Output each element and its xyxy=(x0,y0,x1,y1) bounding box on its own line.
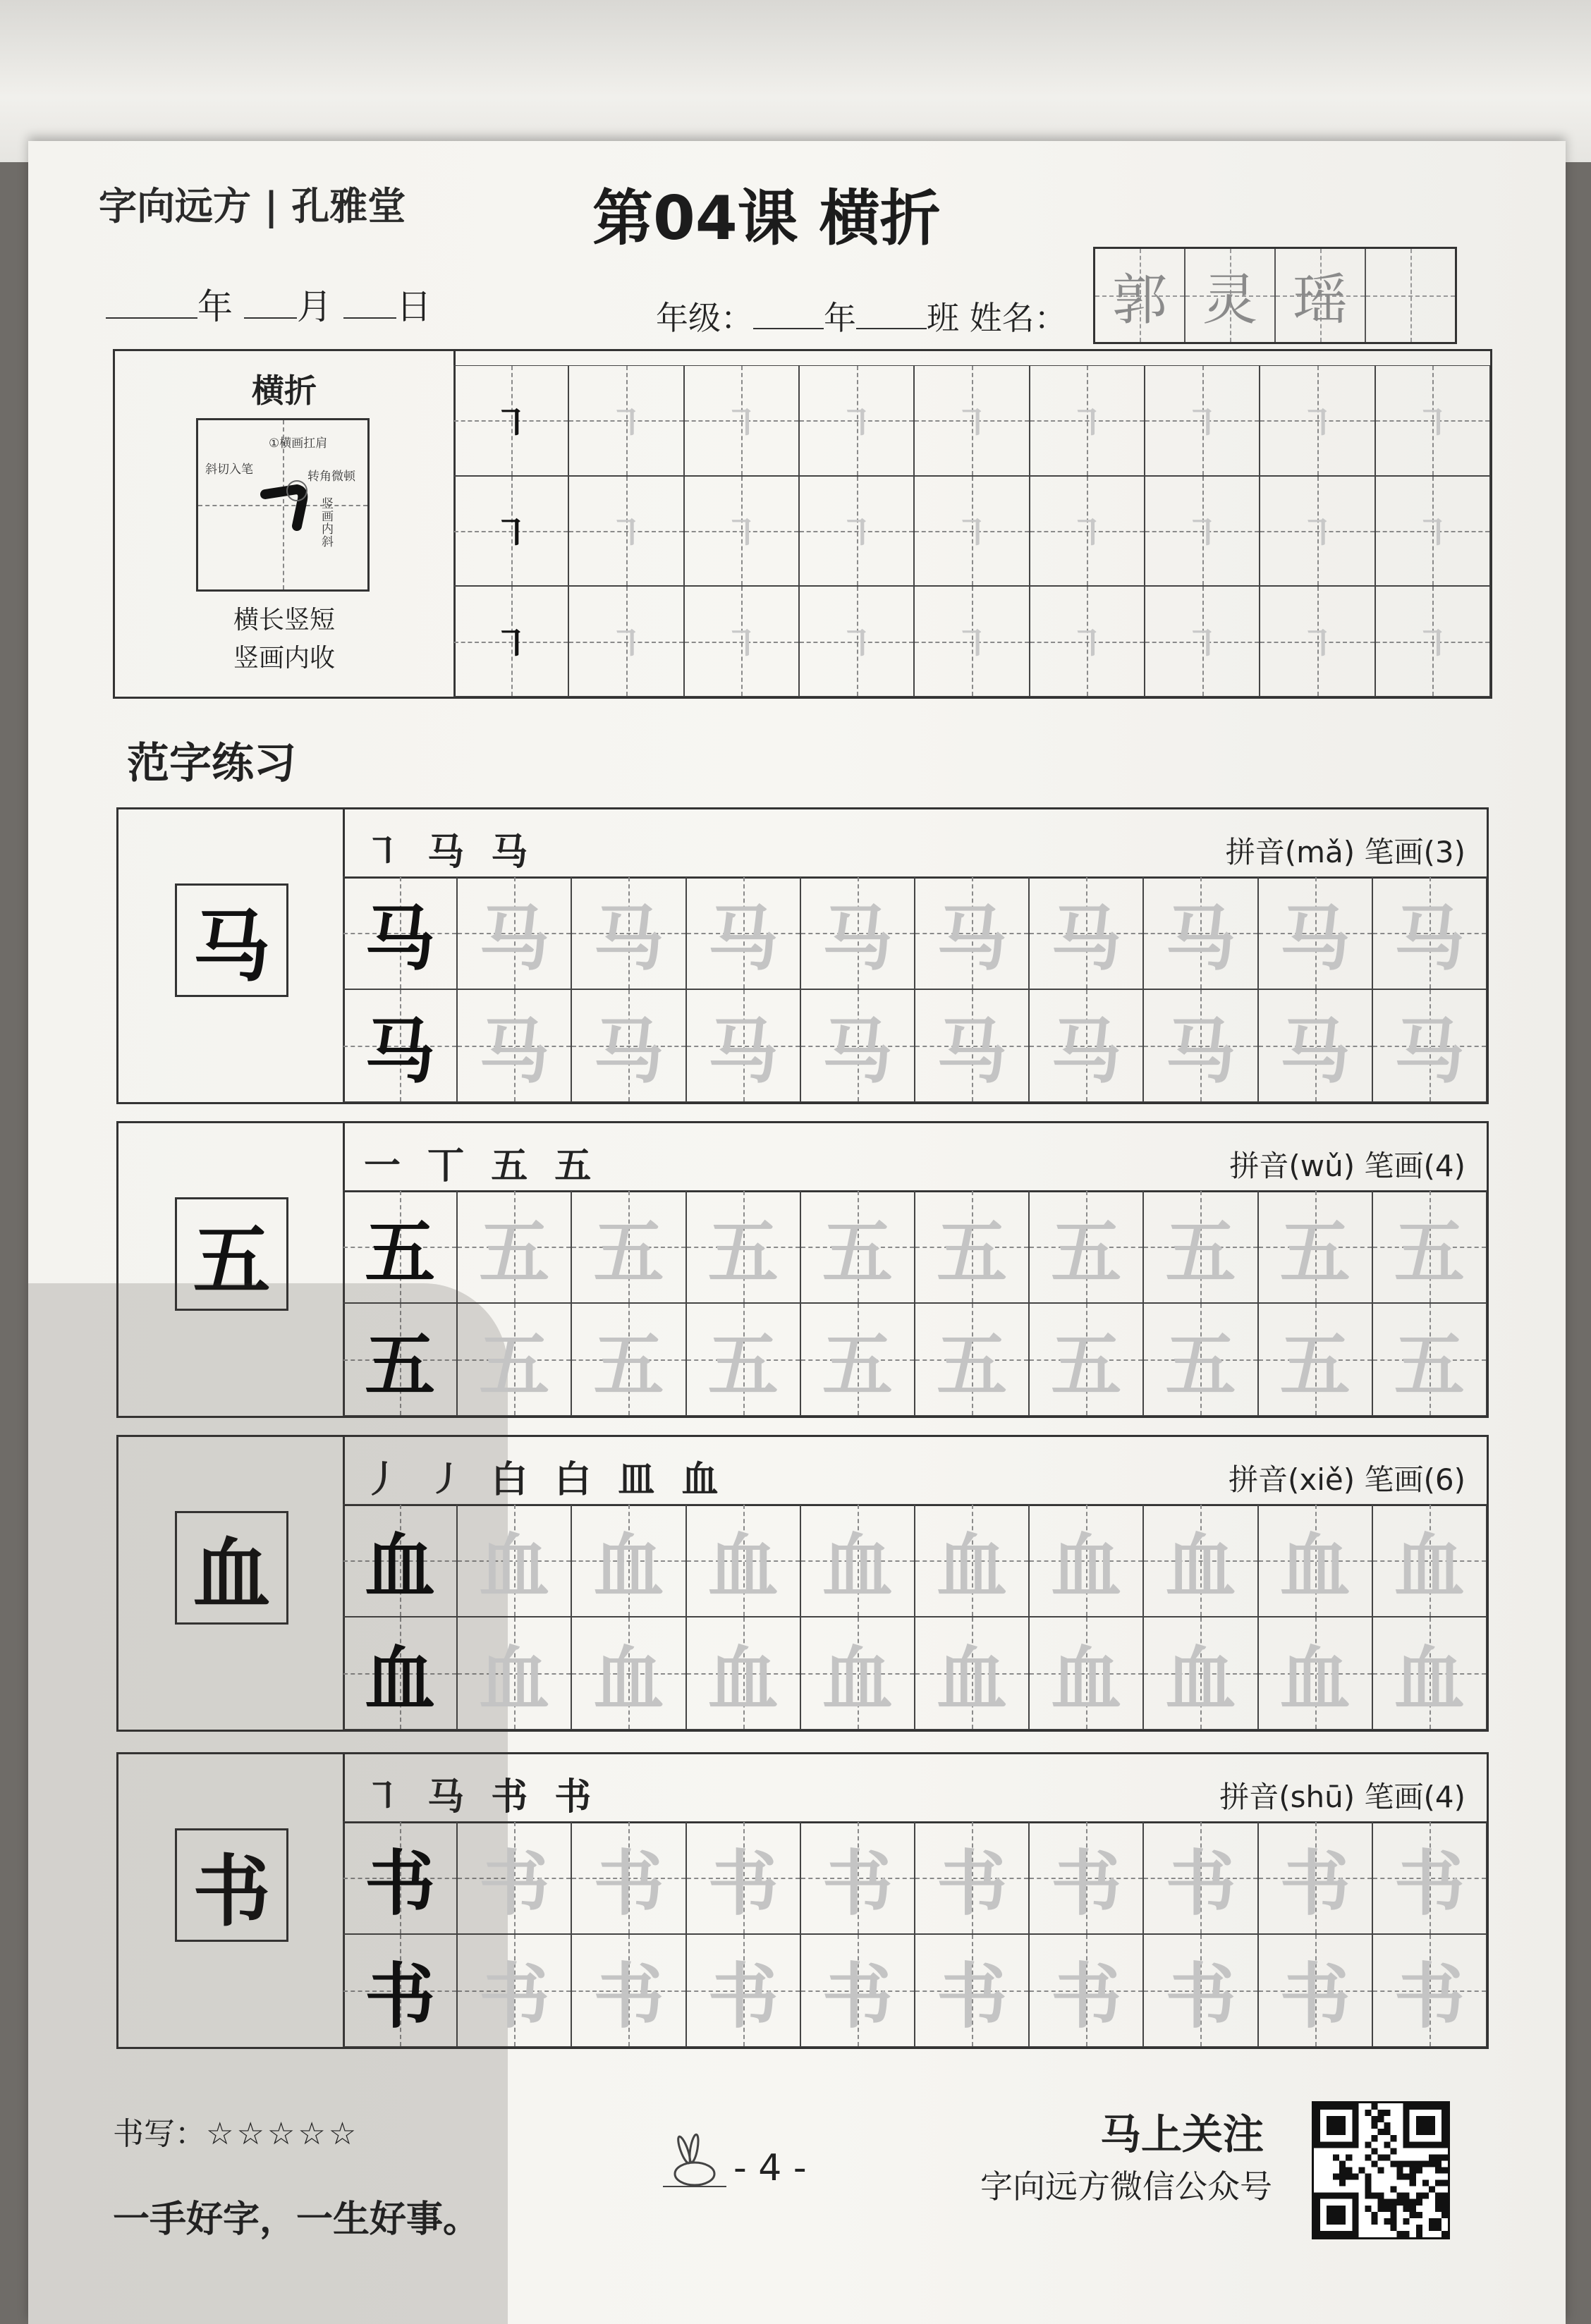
tracing-cell[interactable] xyxy=(1372,1617,1487,1730)
tracing-character: 马 xyxy=(593,897,664,980)
tracing-cell[interactable] xyxy=(1372,1821,1487,1934)
tracing-character: 马 xyxy=(1394,1010,1465,1093)
stroke-glyph: ㇕ xyxy=(1068,624,1106,667)
pinyin-strokes xyxy=(1219,1774,1465,1816)
tracing-cell[interactable] xyxy=(1143,1934,1257,2047)
pinyin-label: 拼音(mǎ) xyxy=(1225,835,1355,869)
stroke-practice-cell[interactable] xyxy=(1145,365,1260,476)
follow-title: 马上关注 xyxy=(1100,2110,1264,2158)
tracing-character: 血 xyxy=(937,1524,1008,1608)
stroke-glyph: ㇕ xyxy=(723,624,760,667)
stroke-practice-cell[interactable] xyxy=(1375,365,1490,476)
tracing-cell[interactable] xyxy=(800,1504,915,1617)
diagram-note: ①横画扛肩 xyxy=(269,436,328,451)
section-title: 范字练习 xyxy=(127,739,296,788)
stroke-practice-cell[interactable] xyxy=(1375,476,1490,587)
slogan: 一手好字，一生好事。 xyxy=(113,2198,480,2241)
example-cell xyxy=(343,989,457,1102)
stroke-glyph: ㇕ xyxy=(838,513,875,556)
tracing-character: 书 xyxy=(1165,1955,1236,2038)
stroke-practice-cell[interactable] xyxy=(1260,365,1374,476)
stroke-practice-cell[interactable] xyxy=(453,476,568,587)
character-info-row xyxy=(343,1123,1487,1192)
stroke-practice-cell[interactable] xyxy=(1030,476,1145,587)
tracing-character: 五 xyxy=(1165,1323,1236,1407)
tracing-cell[interactable] xyxy=(1258,1934,1372,2047)
tracing-cell[interactable] xyxy=(1029,1504,1143,1617)
name-cell: 灵 xyxy=(1185,249,1276,342)
model-character: 书 xyxy=(175,1828,288,1942)
tracing-character: 书 xyxy=(1279,1842,1351,1925)
tracing-character: 五 xyxy=(479,1211,550,1294)
tracing-cell[interactable] xyxy=(800,1934,915,2047)
tracing-character: 马 xyxy=(707,1010,779,1093)
name-cell: 瑶 xyxy=(1276,249,1366,342)
page-number: - 4 - xyxy=(733,2147,807,2189)
class-name-label: 班 姓名： xyxy=(927,299,1067,337)
month-label: 月 xyxy=(296,286,332,327)
stroke-practice-cell[interactable] xyxy=(568,365,683,476)
tracing-character: 血 xyxy=(1279,1637,1351,1720)
character-info-row xyxy=(343,1754,1487,1823)
grade-year-label: 年 xyxy=(824,299,856,337)
stroke-glyph: ㇕ xyxy=(838,624,875,667)
stroke-practice-cell[interactable] xyxy=(914,586,1029,697)
underlying-sheet xyxy=(0,0,1591,162)
tracing-character: 血 xyxy=(1165,1637,1236,1720)
tracing-character: 五 xyxy=(707,1323,779,1407)
diagram-note: 转角微顿 xyxy=(307,470,355,484)
tracing-cell[interactable] xyxy=(571,876,685,989)
stroke-practice-cell[interactable] xyxy=(684,365,799,476)
tracing-character: 五 xyxy=(707,1211,779,1294)
model-character-panel xyxy=(118,1123,345,1416)
stroke-glyph: ㇕ xyxy=(492,624,530,667)
tracing-character: 五 xyxy=(593,1323,664,1407)
character-practice-block xyxy=(116,1121,1489,1418)
strokes-label: 笔画(4) xyxy=(1364,1149,1465,1183)
stroke-glyph: ㇕ xyxy=(607,403,645,446)
tracing-cell[interactable] xyxy=(571,1617,685,1730)
tracing-cell[interactable] xyxy=(686,1821,800,1934)
stroke-practice-cell[interactable] xyxy=(799,586,914,697)
tracing-character: 书 xyxy=(1394,1842,1465,1925)
stroke-glyph: ㇕ xyxy=(492,403,530,446)
tracing-cell[interactable] xyxy=(1258,1504,1372,1617)
character-practice-block xyxy=(116,1435,1489,1732)
stroke-practice-cell[interactable] xyxy=(684,586,799,697)
tracing-character: 马 xyxy=(707,897,779,980)
tracing-character: 五 xyxy=(1051,1323,1122,1407)
stroke-glyph: ㇕ xyxy=(1414,624,1451,667)
tracing-cell[interactable] xyxy=(1029,1934,1143,2047)
stroke-glyph: ㇕ xyxy=(1183,403,1221,446)
tracing-cell[interactable] xyxy=(457,1934,571,2047)
character-info-row xyxy=(343,809,1487,879)
stroke-glyph: ㇕ xyxy=(1068,403,1106,446)
strokes-label: 笔画(4) xyxy=(1364,1780,1465,1814)
tracing-cell[interactable] xyxy=(1029,1821,1143,1934)
tracing-cell[interactable] xyxy=(686,1934,800,2047)
tracing-character: 血 xyxy=(479,1637,550,1720)
stroke-tips: 横长竖短 竖画内收 xyxy=(233,606,335,673)
model-character: 五 xyxy=(175,1197,288,1311)
stroke-practice-panel xyxy=(113,349,1492,699)
stroke-order: 丿 ㇓ 白 白 皿 血 xyxy=(364,1458,726,1501)
stroke-practice-cell[interactable] xyxy=(1375,586,1490,697)
tracing-grid xyxy=(343,1504,1487,1730)
stroke-glyph: ㇕ xyxy=(1414,513,1451,556)
tracing-character: 书 xyxy=(365,1842,436,1925)
tracing-character: 血 xyxy=(1051,1637,1122,1720)
tracing-character: 血 xyxy=(822,1637,893,1720)
tracing-character: 书 xyxy=(707,1842,779,1925)
tracing-character: 书 xyxy=(1051,1955,1122,2038)
example-cell xyxy=(343,1504,457,1617)
tracing-cell[interactable] xyxy=(571,1303,685,1416)
day-label: 日 xyxy=(396,286,432,327)
tracing-character: 书 xyxy=(937,1842,1008,1925)
tracing-cell[interactable] xyxy=(457,989,571,1102)
stroke-practice-cell[interactable] xyxy=(568,476,683,587)
tracing-character: 马 xyxy=(822,897,893,980)
model-character-panel xyxy=(118,1437,345,1730)
stroke-glyph: ㇕ xyxy=(838,403,875,446)
pinyin-label: 拼音(shū) xyxy=(1219,1780,1355,1814)
tracing-cell[interactable] xyxy=(686,1504,800,1617)
tracing-character: 血 xyxy=(593,1637,664,1720)
stroke-glyph: ㇕ xyxy=(607,513,645,556)
tracing-cell[interactable] xyxy=(571,989,685,1102)
tracing-character: 血 xyxy=(822,1524,893,1608)
stroke-name: 横折 xyxy=(252,372,317,410)
tracing-character: 书 xyxy=(479,1955,550,2038)
tracing-character: 血 xyxy=(937,1637,1008,1720)
tracing-cell[interactable] xyxy=(686,1190,800,1303)
model-character-panel xyxy=(118,809,345,1102)
tracing-cell[interactable] xyxy=(1372,876,1487,989)
tracing-character: 书 xyxy=(593,1842,664,1925)
rabbit-icon xyxy=(663,2133,726,2189)
stroke-practice-cell[interactable] xyxy=(568,586,683,697)
strokes-label: 笔画(3) xyxy=(1364,835,1465,869)
brand-logo: 字向远方 | 孔雅堂 xyxy=(99,183,406,228)
tracing-character: 书 xyxy=(822,1955,893,2038)
tracing-character: 血 xyxy=(1394,1637,1465,1720)
strokes-label: 笔画(6) xyxy=(1364,1462,1465,1497)
tracing-character: 马 xyxy=(593,1010,664,1093)
pinyin-strokes xyxy=(1229,1457,1465,1499)
tracing-cell[interactable] xyxy=(1143,1504,1257,1617)
tracing-character: 马 xyxy=(1279,897,1351,980)
example-cell xyxy=(343,1821,457,1934)
tracing-cell[interactable] xyxy=(457,1617,571,1730)
stroke-glyph: ㇕ xyxy=(1298,624,1336,667)
stroke-diagram xyxy=(196,418,370,592)
name-cell: 郭 xyxy=(1095,249,1185,342)
example-cell xyxy=(343,1190,457,1303)
tracing-character: 血 xyxy=(707,1637,779,1720)
tracing-character: 五 xyxy=(1279,1323,1351,1407)
stroke-glyph: ㇕ xyxy=(607,624,645,667)
tracing-character: 书 xyxy=(593,1955,664,2038)
stroke-practice-cell[interactable] xyxy=(1145,586,1260,697)
tracing-cell[interactable] xyxy=(915,1617,1029,1730)
tracing-cell[interactable] xyxy=(915,876,1029,989)
grade-label: 年级： xyxy=(656,299,753,337)
tracing-character: 马 xyxy=(1279,1010,1351,1093)
tracing-character: 马 xyxy=(937,897,1008,980)
tracing-cell[interactable] xyxy=(686,989,800,1102)
stroke-glyph: ㇕ xyxy=(953,624,990,667)
tracing-cell[interactable] xyxy=(1143,1190,1257,1303)
tracing-character: 血 xyxy=(1051,1524,1122,1608)
rating-label: 书写： xyxy=(113,2116,206,2152)
tracing-cell[interactable] xyxy=(915,1303,1029,1416)
example-cell xyxy=(343,1303,457,1416)
tracing-cell[interactable] xyxy=(800,989,915,1102)
stroke-practice-cell[interactable] xyxy=(1145,476,1260,587)
stroke-glyph: ㇕ xyxy=(723,513,760,556)
tracing-character: 血 xyxy=(1279,1524,1351,1608)
tracing-character: 五 xyxy=(822,1323,893,1407)
tracing-cell[interactable] xyxy=(1372,989,1487,1102)
tracing-cell[interactable] xyxy=(686,876,800,989)
tracing-character: 书 xyxy=(1165,1842,1236,1925)
tracing-cell[interactable] xyxy=(1029,989,1143,1102)
stroke-practice-cell[interactable] xyxy=(1260,586,1374,697)
tracing-grid xyxy=(343,1821,1487,2047)
model-character: 马 xyxy=(175,883,288,997)
tracing-character: 书 xyxy=(479,1842,550,1925)
tracing-character: 马 xyxy=(1051,1010,1122,1093)
stroke-practice-cell[interactable] xyxy=(1030,365,1145,476)
example-cell xyxy=(343,1934,457,2047)
tracing-cell[interactable] xyxy=(915,1504,1029,1617)
tracing-cell[interactable] xyxy=(1372,1303,1487,1416)
tracing-character: 五 xyxy=(479,1323,550,1407)
tracing-cell[interactable] xyxy=(1029,1617,1143,1730)
tracing-character: 马 xyxy=(1165,897,1236,980)
stroke-glyph: ㇕ xyxy=(1298,403,1336,446)
tracing-character: 马 xyxy=(822,1010,893,1093)
rating-stars[interactable]: ☆☆☆☆☆ xyxy=(206,2116,360,2152)
tracing-cell[interactable] xyxy=(1258,1617,1372,1730)
tracing-cell[interactable] xyxy=(1372,1934,1487,2047)
writing-rating xyxy=(113,2108,359,2153)
tracing-cell[interactable] xyxy=(686,1303,800,1416)
tracing-cell[interactable] xyxy=(1258,1821,1372,1934)
tracing-cell[interactable] xyxy=(1258,876,1372,989)
tracing-cell[interactable] xyxy=(915,1821,1029,1934)
tracing-cell[interactable] xyxy=(800,876,915,989)
tracing-character: 马 xyxy=(1394,897,1465,980)
tracing-character: 书 xyxy=(1051,1842,1122,1925)
stroke-glyph: ㇕ xyxy=(1414,403,1451,446)
tracing-cell[interactable] xyxy=(1143,1303,1257,1416)
tracing-cell[interactable] xyxy=(800,1303,915,1416)
pinyin-strokes xyxy=(1226,829,1465,872)
tracing-cell[interactable] xyxy=(571,1934,685,2047)
tracing-character: 五 xyxy=(1394,1323,1465,1407)
stroke-glyph: ㇕ xyxy=(1183,513,1221,556)
tracing-character: 书 xyxy=(937,1955,1008,2038)
tracing-cell[interactable] xyxy=(457,1303,571,1416)
tracing-cell[interactable] xyxy=(571,1504,685,1617)
tracing-cell[interactable] xyxy=(457,876,571,989)
example-cell xyxy=(343,1617,457,1730)
student-name-box[interactable] xyxy=(1093,247,1457,344)
tracing-cell[interactable] xyxy=(1029,1190,1143,1303)
tracing-character: 马 xyxy=(1165,1010,1236,1093)
tracing-cell[interactable] xyxy=(457,1504,571,1617)
tracing-grid xyxy=(343,1190,1487,1416)
tracing-character: 血 xyxy=(1165,1524,1236,1608)
tracing-cell[interactable] xyxy=(800,1617,915,1730)
date-line xyxy=(106,279,432,329)
example-cell xyxy=(343,876,457,989)
tracing-character: 书 xyxy=(822,1842,893,1925)
tracing-cell[interactable] xyxy=(1143,876,1257,989)
tracing-cell[interactable] xyxy=(1143,989,1257,1102)
character-practice-block xyxy=(116,807,1489,1104)
tracing-character: 马 xyxy=(365,1010,436,1093)
pinyin-strokes xyxy=(1229,1143,1465,1185)
tracing-character: 五 xyxy=(593,1211,664,1294)
tracing-character: 书 xyxy=(1279,1955,1351,2038)
stroke-practice-cell[interactable] xyxy=(684,476,799,587)
tracing-cell[interactable] xyxy=(1372,1504,1487,1617)
year-label: 年 xyxy=(197,286,233,327)
tracing-cell[interactable] xyxy=(686,1617,800,1730)
qr-code-icon[interactable] xyxy=(1312,2101,1450,2239)
tracing-character: 五 xyxy=(365,1211,436,1294)
tracing-cell[interactable] xyxy=(1372,1190,1487,1303)
tracing-character: 五 xyxy=(937,1323,1008,1407)
stroke-practice-cell[interactable] xyxy=(453,586,568,697)
tracing-character: 五 xyxy=(1165,1211,1236,1294)
stroke-practice-cell[interactable] xyxy=(1260,476,1374,587)
tracing-character: 血 xyxy=(479,1524,550,1608)
stroke-glyph: ㇕ xyxy=(492,513,530,556)
tracing-character: 五 xyxy=(1051,1211,1122,1294)
tracing-cell[interactable] xyxy=(1143,1617,1257,1730)
tracing-character: 马 xyxy=(937,1010,1008,1093)
tracing-grid xyxy=(343,876,1487,1102)
stroke-practice-grid xyxy=(453,365,1490,697)
tracing-character: 马 xyxy=(479,1010,550,1093)
tracing-character: 书 xyxy=(707,1955,779,2038)
tracing-character: 书 xyxy=(1394,1955,1465,2038)
tracing-cell[interactable] xyxy=(1029,1303,1143,1416)
worksheet-page xyxy=(28,141,1566,2324)
tracing-character: 马 xyxy=(1051,897,1122,980)
tracing-cell[interactable] xyxy=(1143,1821,1257,1934)
tracing-cell[interactable] xyxy=(1258,1303,1372,1416)
tracing-character: 血 xyxy=(707,1524,779,1608)
stroke-order: ㇕ 马 马 xyxy=(364,831,535,874)
tracing-cell[interactable] xyxy=(800,1821,915,1934)
tracing-character: 血 xyxy=(1394,1524,1465,1608)
tracing-character: 马 xyxy=(365,897,436,980)
stroke-practice-cell[interactable] xyxy=(799,476,914,587)
stroke-practice-cell[interactable] xyxy=(453,365,568,476)
character-info-row xyxy=(343,1437,1487,1506)
stroke-practice-cell[interactable] xyxy=(914,365,1029,476)
stroke-info xyxy=(115,351,456,697)
tracing-cell[interactable] xyxy=(915,1190,1029,1303)
stroke-glyph: ㇕ xyxy=(953,403,990,446)
tracing-character: 五 xyxy=(1279,1211,1351,1294)
tracing-cell[interactable] xyxy=(571,1190,685,1303)
tracing-character: 五 xyxy=(937,1211,1008,1294)
stroke-practice-cell[interactable] xyxy=(1030,586,1145,697)
stroke-practice-cell[interactable] xyxy=(914,476,1029,587)
stroke-glyph: ㇕ xyxy=(1068,513,1106,556)
tracing-character: 血 xyxy=(593,1524,664,1608)
tracing-character: 五 xyxy=(1394,1211,1465,1294)
pinyin-label: 拼音(xiě) xyxy=(1229,1462,1355,1497)
lesson-title: 第04课 横折 xyxy=(592,183,941,254)
tracing-cell[interactable] xyxy=(1258,1190,1372,1303)
tracing-character: 血 xyxy=(365,1524,436,1608)
stroke-practice-cell[interactable] xyxy=(799,365,914,476)
tracing-cell[interactable] xyxy=(915,989,1029,1102)
model-character-panel xyxy=(118,1754,345,2047)
diagram-note: 竖画内斜 xyxy=(322,497,334,549)
stroke-glyph: ㇕ xyxy=(723,403,760,446)
name-cell xyxy=(1366,249,1455,342)
stroke-glyph: ㇕ xyxy=(1298,513,1336,556)
tracing-cell[interactable] xyxy=(457,1190,571,1303)
follow-subtitle: 字向远方微信公众号 xyxy=(980,2167,1272,2206)
tracing-cell[interactable] xyxy=(915,1934,1029,2047)
tracing-character: 五 xyxy=(365,1323,436,1407)
tracing-character: 血 xyxy=(365,1637,436,1720)
tracing-cell[interactable] xyxy=(800,1190,915,1303)
stroke-glyph: ㇕ xyxy=(1183,624,1221,667)
model-character: 血 xyxy=(175,1511,288,1625)
tracing-cell[interactable] xyxy=(457,1821,571,1934)
class-line xyxy=(656,293,1067,339)
stroke-order: ㇕ 马 书 书 xyxy=(364,1775,599,1818)
tracing-cell[interactable] xyxy=(571,1821,685,1934)
tracing-character: 书 xyxy=(365,1955,436,2038)
tracing-cell[interactable] xyxy=(1258,989,1372,1102)
stroke-glyph: ㇕ xyxy=(953,513,990,556)
tracing-character: 马 xyxy=(479,897,550,980)
diagram-note: 斜切入笔 xyxy=(205,463,253,477)
character-practice-block xyxy=(116,1752,1489,2049)
tracing-character: 五 xyxy=(822,1211,893,1294)
stroke-order: 一 丅 五 五 xyxy=(364,1144,599,1187)
pinyin-label: 拼音(wǔ) xyxy=(1229,1149,1355,1183)
tracing-cell[interactable] xyxy=(1029,876,1143,989)
